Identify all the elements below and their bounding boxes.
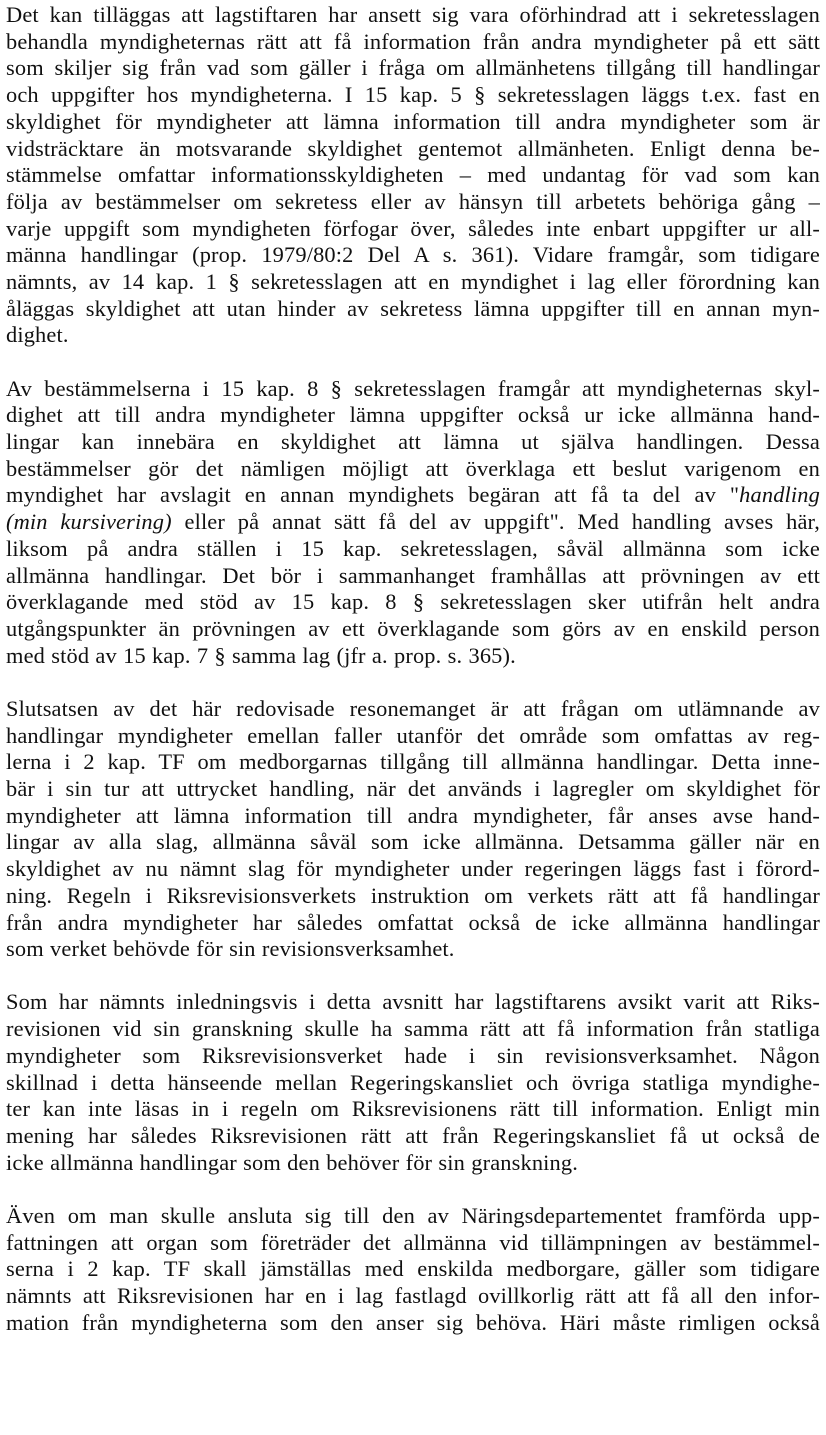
- text-line: ter kan inte läsas in i regeln om Riksrevisionens rätt till information. Enligt min: [6, 1096, 820, 1122]
- text-line: allmänna handlingar. Det bör i sammanhanget framhållas att prövningen av ett: [6, 562, 820, 588]
- text-line: liksom på andra ställen i 15 kap. sekretesslagen, såväl allmänna som icke: [6, 535, 820, 561]
- text-line: som skiljer sig från vad som gäller i fråga om allmänhetens tillgång till handlingar: [6, 55, 820, 81]
- italic-text: handling: [739, 482, 820, 508]
- text-line: och uppgifter hos myndigheterna. I 15 kap. 5 § sekretesslagen läggs t.ex. fast en: [6, 82, 820, 108]
- text-line: dighet att till andra myndigheter lämna uppgifter också ur icke allmänna hand-: [6, 402, 820, 428]
- paragraph-5: [6, 1203, 820, 1337]
- text-line: dighet.: [6, 322, 69, 348]
- text-line: från andra myndigheter har således omfattat också de icke allmänna handlingar: [6, 909, 820, 935]
- text-line: nämnts att Riksrevisionen har en i lag fastlagd ovillkorlig rätt att få all den infor-: [6, 1282, 820, 1308]
- text-line: revisionen vid sin granskning skulle ha samma rätt att få information från statliga: [6, 1016, 820, 1042]
- text-line: mation från myndigheterna som den anser sig behöva. Häri måste rimligen också: [6, 1309, 820, 1335]
- paragraph-3: [6, 696, 820, 963]
- text-line: skyldighet för myndigheter att lämna information till andra myndigheter som är: [6, 108, 820, 134]
- text-line: varje uppgift som myndigheten förfogar över, således inte enbart uppgifter ur all-: [6, 215, 820, 241]
- text-line: Det kan tilläggas att lagstiftaren har ansett sig vara oförhindrad att i sekretesslagen: [6, 2, 820, 27]
- text-line: lerna i 2 kap. TF om medborgarnas tillgång till allmänna handlingar. Detta inne-: [6, 749, 820, 775]
- text-line: Även om man skulle ansluta sig till den av Näringsdepartementet framförda upp-: [6, 1202, 820, 1228]
- text-line: skillnad i detta hänseende mellan Regeringskansliet och övriga statliga myndighe-: [6, 1069, 820, 1095]
- text-line: bär i sin tur att uttrycket handling, när det används i lagregler om skyldighet för: [6, 775, 820, 801]
- text-line: lingar av alla slag, allmänna såväl som icke allmänna. Detsamma gäller när en: [6, 829, 820, 855]
- text-line: bestämmelser gör det nämligen möjligt att överklaga ett beslut varigenom en: [6, 455, 820, 481]
- text-line: icke allmänna handlingar som den behöver för sin granskning.: [6, 1149, 578, 1175]
- italic-text: (min kursivering): [6, 509, 172, 535]
- paragraph-4: [6, 989, 820, 1176]
- text-line: följa av bestämmelser om sekretess eller av hänsyn till arbetets behöriga gång –: [6, 188, 820, 214]
- text-line: myndigheter som Riksrevisionsverket hade i sin revisionsverksamhet. Någon: [6, 1042, 820, 1068]
- text-line: som verket behövde för sin revisionsverksamhet.: [6, 936, 455, 962]
- text-line: utgångspunkter än prövningen av ett överklagande som görs av en enskild person: [6, 615, 820, 641]
- text-line: nämnts, av 14 kap. 1 § sekretesslagen att en myndighet i lag eller förordning kan: [6, 269, 820, 295]
- text-line: myndigheter att lämna information till andra myndigheter, får anses avse hand-: [6, 802, 820, 828]
- text-line: Slutsatsen av det här redovisade resonemanget är att frågan om utlämnande av: [6, 695, 820, 721]
- text-line: männa handlingar (prop. 1979/80:2 Del A s. 361). Vidare framgår, som tidigare: [6, 242, 820, 268]
- text-line: stämmelse omfattar informationsskyldigheten – med undantag för vad som kan: [6, 162, 820, 188]
- text-line: serna i 2 kap. TF skall jämställas med enskilda medborgare, gäller som tidigare: [6, 1256, 820, 1282]
- text-line: myndighet har avslagit en annan myndighets begäran att få ta del av "handling: [6, 482, 820, 508]
- text-line: Av bestämmelserna i 15 kap. 8 § sekretesslagen framgår att myndigheternas skyl-: [6, 375, 820, 401]
- text-line: överklagande med stöd av 15 kap. 8 § sekretesslagen sker utifrån helt andra: [6, 589, 820, 615]
- text-line: lingar kan innebära en skyldighet att lämna ut själva handlingen. Dessa: [6, 429, 820, 455]
- paragraph-2: [6, 376, 820, 670]
- text-line: Som har nämnts inledningsvis i detta avsnitt har lagstiftarens avsikt varit att Riks-: [6, 989, 820, 1015]
- text-line: (min kursivering) eller på annat sätt få del av uppgift". Med handling avses här,: [6, 509, 820, 535]
- text-line: med stöd av 15 kap. 7 § samma lag (jfr a. prop. s. 365).: [6, 642, 516, 668]
- text-line: mening har således Riksrevisionen rätt att från Regeringskansliet få ut också de: [6, 1122, 820, 1148]
- text-line: fattningen att organ som företräder det allmänna vid tillämpningen av bestämmel-: [6, 1229, 820, 1255]
- paragraph-1: [6, 2, 820, 349]
- text-line: ning. Regeln i Riksrevisionsverkets instruktion om verkets rätt att få handlingar: [6, 882, 820, 908]
- text-line: handlingar myndigheter emellan faller utanför det område som omfattas av reg-: [6, 722, 820, 748]
- text-line: skyldighet av nu nämnt slag för myndigheter under regeringen läggs fast i förord-: [6, 856, 820, 882]
- text-line: behandla myndigheternas rätt att få information från andra myndigheter på ett sätt: [6, 28, 820, 54]
- text-line: åläggas skyldighet att utan hinder av sekretess lämna uppgifter till en annan myn-: [6, 295, 820, 321]
- text-line: vidsträcktare än motsvarande skyldighet gentemot allmänheten. Enligt denna be-: [6, 135, 820, 161]
- document-page: [6, 2, 820, 1336]
